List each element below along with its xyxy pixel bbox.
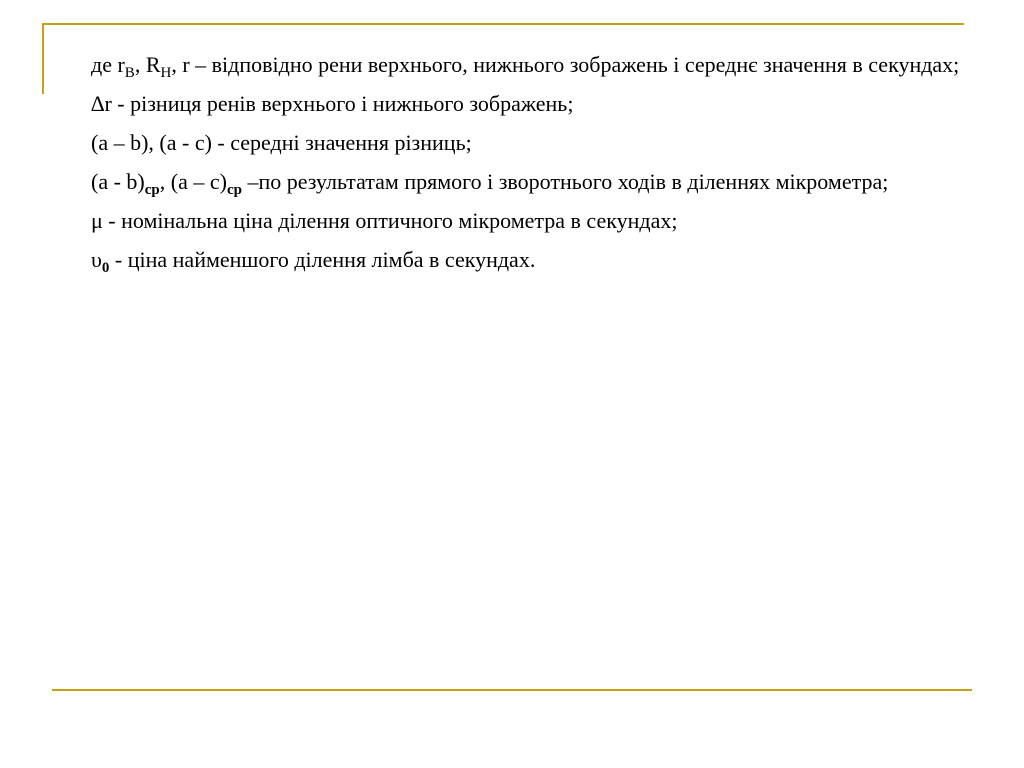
subscript-v: В	[124, 65, 135, 81]
definition-delta-r: ∆r - різниця ренів верхнього і нижнього зображень;	[91, 91, 574, 116]
text-run: , (a – c)	[159, 169, 227, 194]
subscript-zero: 0	[101, 260, 110, 276]
text-run: –по результатам прямого і зворотнього ходів в діленнях мікрометра;	[241, 169, 889, 194]
text-run: - ціна найменшого ділення лімба в секундах.	[109, 247, 536, 272]
definition-r-values	[91, 50, 971, 80]
bottom-decorative-rule	[52, 689, 972, 691]
top-decorative-rule	[42, 23, 964, 25]
definition-upsilon	[91, 245, 971, 275]
slide-body	[91, 50, 971, 284]
text-run: υ	[91, 247, 102, 272]
subscript-sr: ср	[144, 182, 160, 198]
subscript-sr: ср	[226, 182, 242, 198]
text-run: , r – відповідно рени верхнього, нижнього зображень і середнє значення в секундах;	[171, 52, 960, 77]
definition-average-differences	[91, 167, 971, 197]
left-decorative-rule	[42, 23, 44, 94]
text-run: (a - b)	[91, 169, 145, 194]
text-run: де r	[91, 52, 125, 77]
text-run: , R	[134, 52, 161, 77]
definition-differences: (a – b), (a - c) - середні значення різниць;	[91, 130, 472, 155]
definition-mu: μ - номінальна ціна ділення оптичного мікрометра в секундах;	[91, 208, 678, 233]
subscript-n: Н	[160, 65, 172, 81]
